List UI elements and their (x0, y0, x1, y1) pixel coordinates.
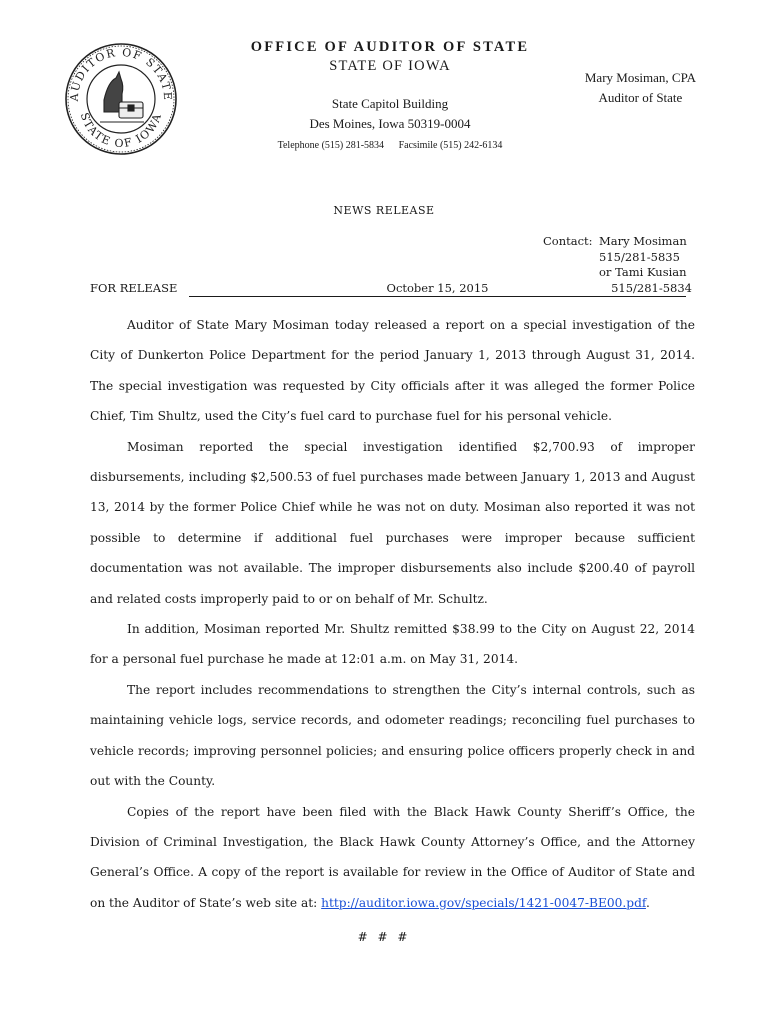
seal-ring-top: AUDITOR OF STATE (67, 45, 175, 102)
seal-ring-bottom: STATE OF IOWA (77, 111, 165, 151)
paragraph-2: Mosiman reported the special investigation identified $2,700.93 of improper disbursements, including $2,500.53 of fuel purchases made between January 1, 2013 and August 13, 2014 by the former Police Chief while he was not on duty. Mosiman also reported it was not possible to determine if additional fuel purchases were improper because sufficient documentation was not available. The improper disbursements also include $200.40 of payroll and related costs improperly paid to or on behalf of Mr. Schultz. (90, 439, 695, 606)
paragraph-5 (90, 797, 695, 919)
paragraph-3: In addition, Mosiman reported Mr. Shultz remitted $38.99 to the City on August 22, 2014 for a personal fuel purchase he made at 12:01 a.m. on May 31, 2014. (90, 622, 695, 667)
release-body (90, 310, 695, 918)
auditor-block (585, 68, 696, 108)
news-release-heading: NEWS RELEASE (333, 204, 435, 217)
state-name: STATE OF IOWA (329, 58, 451, 74)
release-date: October 15, 2015 (189, 281, 686, 297)
auditor-name: Mary Mosiman, CPA (584, 70, 696, 85)
paragraph-5-text: Copies of the report have been filed with the Black Hawk County Sheriff’s Office, the Division of Criminal Investigation, the Black Hawk County Attorney’s Office, and the Attorney General’s Office. A copy of the report is available for review in the Office of Auditor of State and on the Auditor of State’s web site at: (90, 804, 695, 910)
contact-label: Contact: (543, 234, 593, 248)
report-link[interactable]: http://auditor.iowa.gov/specials/1421-0047-BE00.pdf (321, 895, 646, 910)
office-title: OFFICE OF AUDITOR OF STATE (250, 39, 530, 55)
release-label: FOR RELEASE (90, 281, 178, 295)
contact-phone-2: 515/281-5834 (611, 281, 692, 295)
phone-fax-line (210, 140, 570, 151)
auditor-title: Auditor of State (598, 90, 683, 105)
telephone: Telephone (515) 281-5834 (277, 140, 385, 151)
paragraph-5-end: . (645, 895, 650, 910)
contact-name: Mary Mosiman (599, 234, 687, 248)
auditor-of-state-seal (64, 42, 178, 156)
paragraph-1: Auditor of State Mary Mosiman today released a report on a special investigation of the City of Dunkerton Police Department for the period January 1, 2013 through August 31, 2014. The special investigation was requested by City officials after it was alleged the former Police Chief, Tim Shultz, used the City’s fuel card to purchase fuel for his personal vehicle. (90, 318, 695, 424)
end-mark: # # # (357, 930, 411, 944)
contact-phone-1: 515/281-5835 (599, 249, 680, 264)
seal-emblem-icon (100, 72, 144, 122)
contact-block (543, 234, 687, 281)
building-address: State Capitol Building (331, 96, 449, 111)
contact-alt: or Tami Kusian (599, 265, 687, 279)
facsimile: Facsimile (515) 242-6134 (398, 140, 503, 151)
paragraph-4: The report includes recommendations to strengthen the City’s internal controls, such as maintaining vehicle logs, service records, and odometer readings; reconciling fuel purchases to vehicle records; improving personnel policies; and ensuring police officers properly check in and out with the County. (90, 682, 695, 789)
city-address: Des Moines, Iowa 50319-0004 (309, 116, 471, 131)
